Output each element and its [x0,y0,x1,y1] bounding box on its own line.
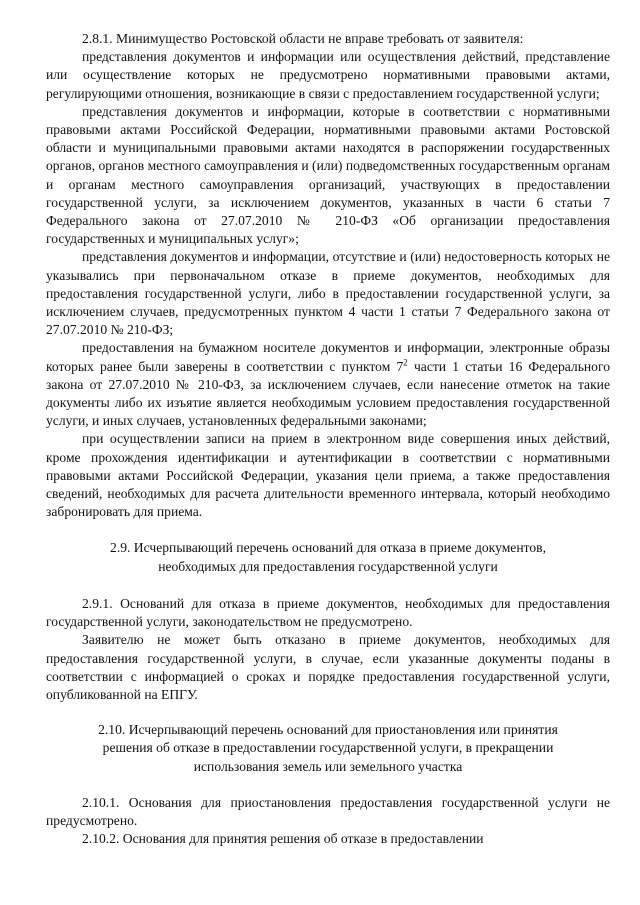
superscript: 2 [403,357,408,368]
document-page [46,30,610,848]
paragraph-requirement-3: представления документов и информации, отсутствие и (или) недостоверность которых не указывались при первоначальном отказе в приеме документов, необходимых для предоставления государственной услуги, либо в предоставлении государственной услуги, за исключением случаев, предусмотренных пунктом 4 части 1 статьи 7 Федерального закона от 27.07.2010 № 210-ФЗ; [46,249,610,338]
paragraph-2-10-1: 2.10.1. Основания для приостановления предоставления государственной услуги не предусмотрено. [46,794,610,828]
text-part: части 1 статьи 16 Федерального закона от 27.07.2010 № 210-ФЗ, за исключением случаев, если нанесение отметок на такие документы либо их изъятие является необходимым условием предоставления государственной услуги, и иных случаев, установленных федеральными законами; [46,358,611,429]
paragraph-requirement-2: представления документов и информации, которые в соответствии с нормативными правовыми актами Российской Федерации, нормативными правовыми актами Ростовской области и муниципальными правовыми актами находятся в распоряжении государственных органов, органов местного самоуправления и (или) подведомственных государственным органам и органам местного самоуправления организаций, участвующих в предоставлении государственной услуги, за исключением документов, указанных в части 6 статьи 7 Федерального закона от 27.07.2010 № 210-ФЗ «Об организации предоставления государственных и муниципальных услуг»; [46,103,610,247]
paragraph-2-8-1: 2.8.1. Минимущество Ростовской области не вправе требовать от заявителя: [82,31,524,46]
paragraph-requirement-1: представления документов и информации или осуществления действий, представление или осуществление которых не предусмотрено нормативными правовыми актами, регулирующими отношения, возникающие в связи с предоставлением государственной услуги; [46,49,610,101]
paragraph-requirement-4 [46,339,610,430]
paragraph-2-9-1: 2.9.1. Оснований для отказа в приеме документов, необходимых для предоставления государственной услуги, законодательством не предусмотрено. [46,595,610,630]
paragraph-2-10-2: 2.10.2. Основания для принятия решения об отказе в предоставлении [82,831,484,847]
text-part: предоставления на бумажном носителе документов и информации, электронные образы которых ранее были заверены в соответствии с пунктом 7 [46,340,610,374]
section-heading-2-10: 2.10. Исчерпывающий перечень оснований для приостановления или принятия решения об отказе в предоставлении государственной услуги, в прекращении использования земель или земельного участка [98,722,558,774]
paragraph-2-9-note: Заявителю не может быть отказано в приеме документов, необходимых для предоставления государственной услуги, в случае, если указанные документы поданы в соответствии с информацией о сроках и порядке предоставления государственной услуги, опубликованной на ЕПГУ. [46,632,610,702]
section-heading-2-9: 2.9. Исчерпывающий перечень оснований для отказа в приеме документов, необходимых для предоставления государственной услуги [110,540,546,574]
paragraph-requirement-5: при осуществлении записи на прием в электронном виде совершения иных действий, кроме прохождения идентификации и аутентификации в соответствии с нормативными правовыми актами Российской Федерации, указания цели приема, а также предоставления сведений, необходимых для расчета длительности временного интервала, который необходимо забронировать для приема. [46,431,610,520]
